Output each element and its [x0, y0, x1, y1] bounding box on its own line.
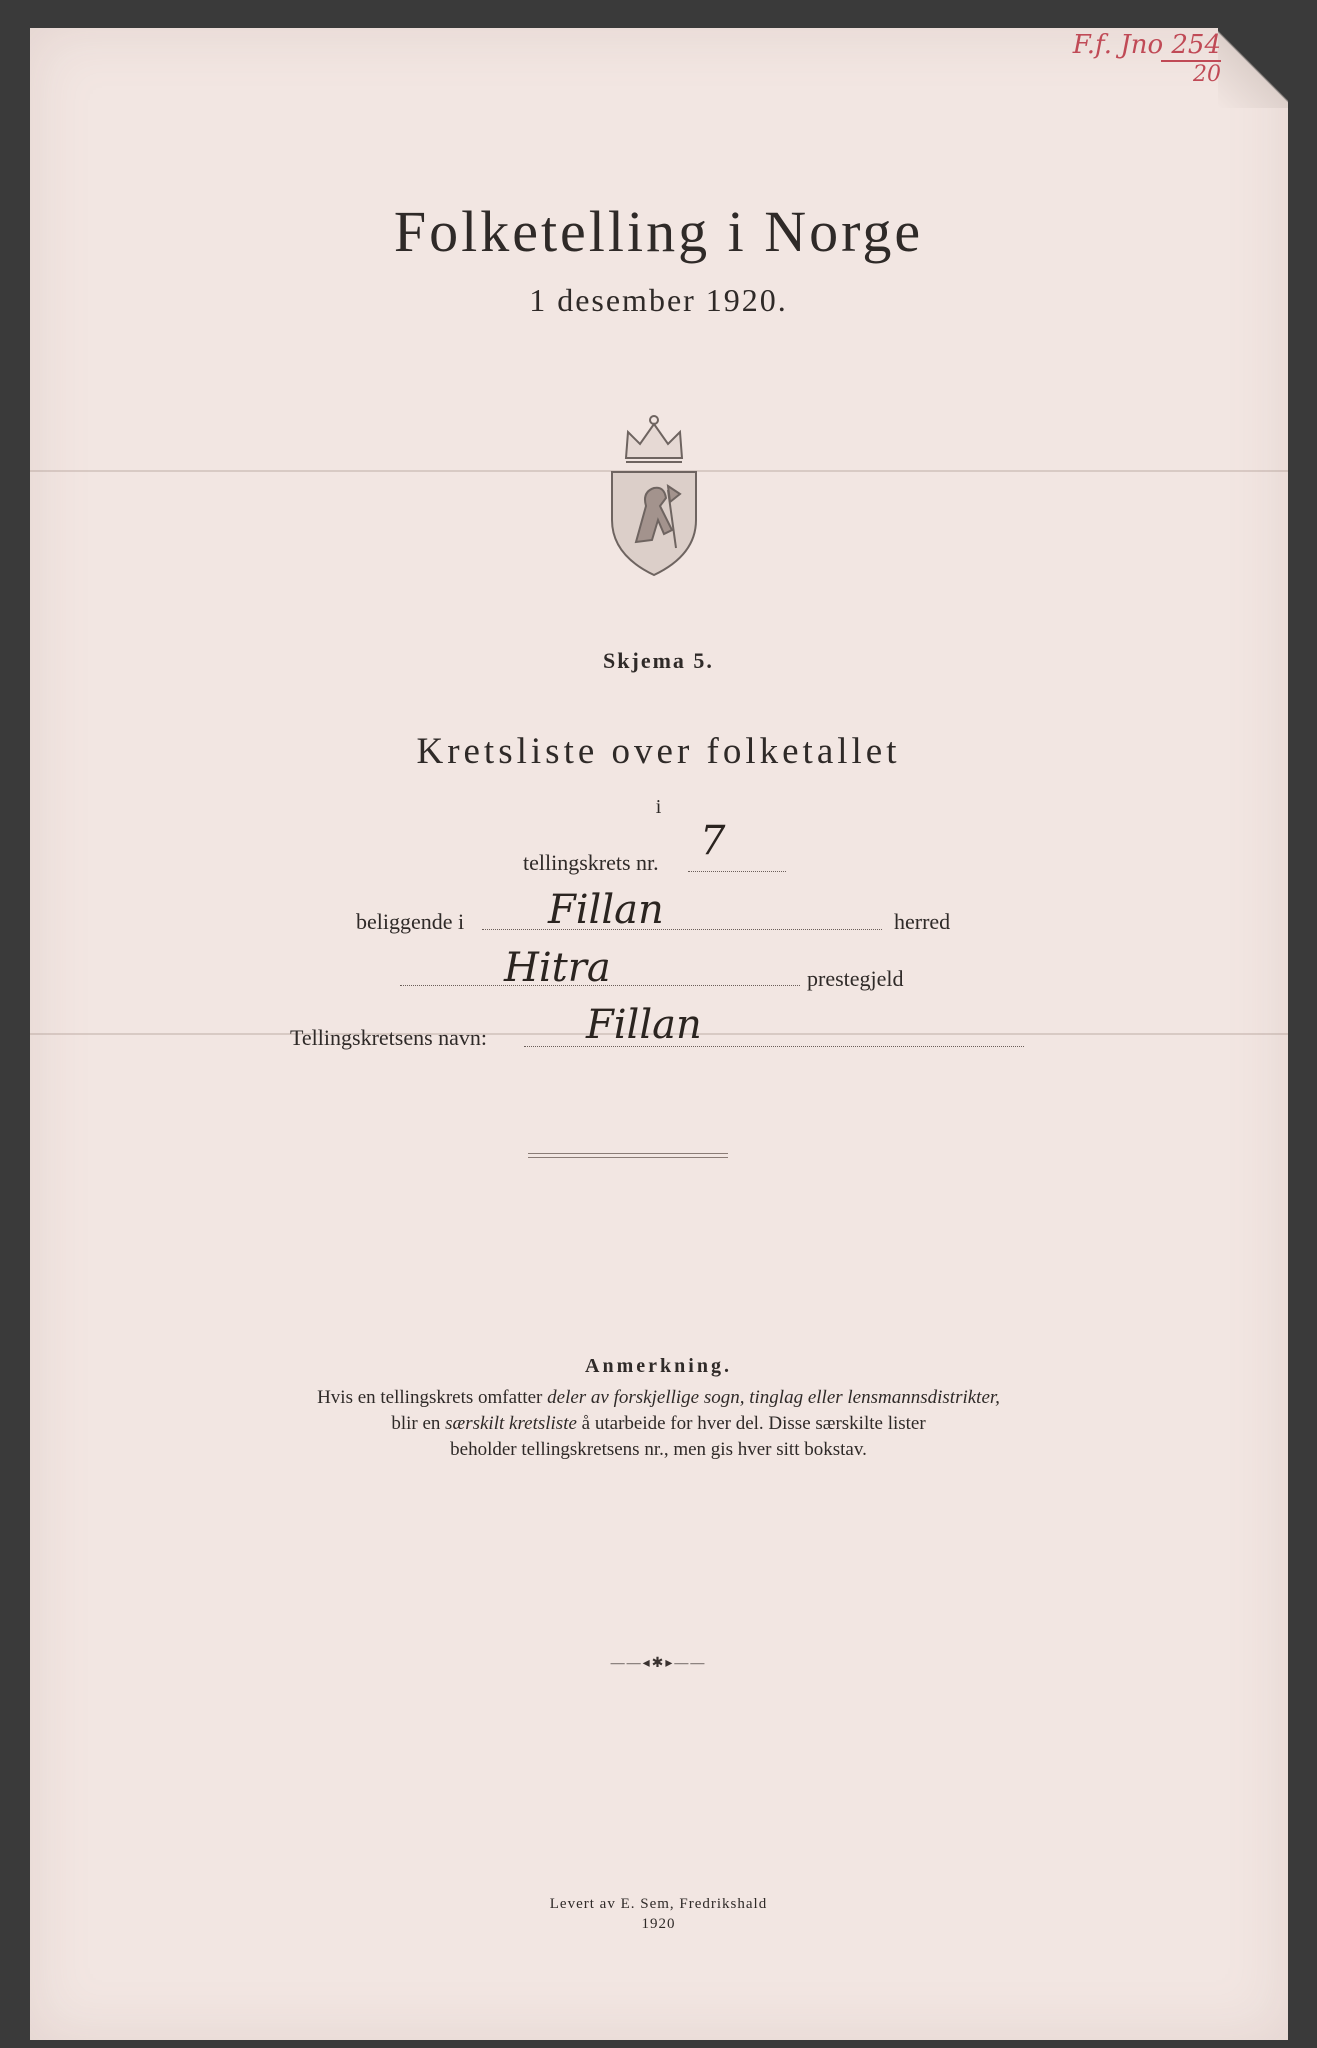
printer-line2: 1920 [641, 1916, 676, 1932]
note-text [0, 1385, 1317, 1463]
navn-value: Fillan [586, 1002, 702, 1048]
note-line1-b: deler av forskjellige sogn, tinglag eller lensmannsdistrikter, [547, 1387, 1000, 1408]
ornament-divider: ——◂✱▸—— [610, 1656, 707, 1671]
note-line2-a: blir en [391, 1413, 446, 1434]
note-line3: beholder tellingskretsens nr., men gis hver sitt bokstav. [450, 1439, 867, 1460]
archive-mark [1073, 30, 1221, 87]
krets-line [688, 871, 786, 872]
prestegjeld-label: prestegjeld [807, 966, 904, 991]
prestegjeld-value: Hitra [504, 945, 611, 991]
page-title: Folketelling i Norge [393, 199, 924, 264]
schema-label: Skjema 5. [603, 648, 714, 673]
beliggende-label: beliggende i [356, 909, 465, 934]
heading-connector: i [655, 796, 662, 818]
section-divider [528, 1153, 728, 1158]
archive-mark-number: F.f. Jno 254 [1072, 30, 1221, 60]
note-title: Anmerkning. [585, 1355, 732, 1377]
note-line2-b: særskilt kretsliste [445, 1413, 577, 1434]
archive-mark-denominator: 20 [1161, 60, 1221, 87]
printer-imprint [0, 1894, 1317, 1934]
beliggende-line [482, 929, 882, 930]
note-line2-c: å utarbeide for hver del. Disse særskilte lister [576, 1413, 926, 1434]
printer-line1: Levert av E. Sem, Fredrikshald [549, 1896, 768, 1912]
folded-corner [1218, 28, 1288, 108]
krets-label: tellingskrets nr. [523, 850, 659, 875]
form-heading: Kretsliste over folketallet [416, 731, 901, 772]
navn-label: Tellingskretsens navn: [290, 1025, 488, 1050]
coat-of-arms-icon [606, 410, 702, 580]
beliggende-value: Fillan [548, 887, 664, 933]
krets-value: 7 [700, 818, 726, 864]
note-line1-a: Hvis en tellingskrets omfatter [317, 1387, 548, 1408]
herred-label: herred [894, 909, 951, 934]
page-subtitle: 1 desember 1920. [529, 282, 788, 318]
